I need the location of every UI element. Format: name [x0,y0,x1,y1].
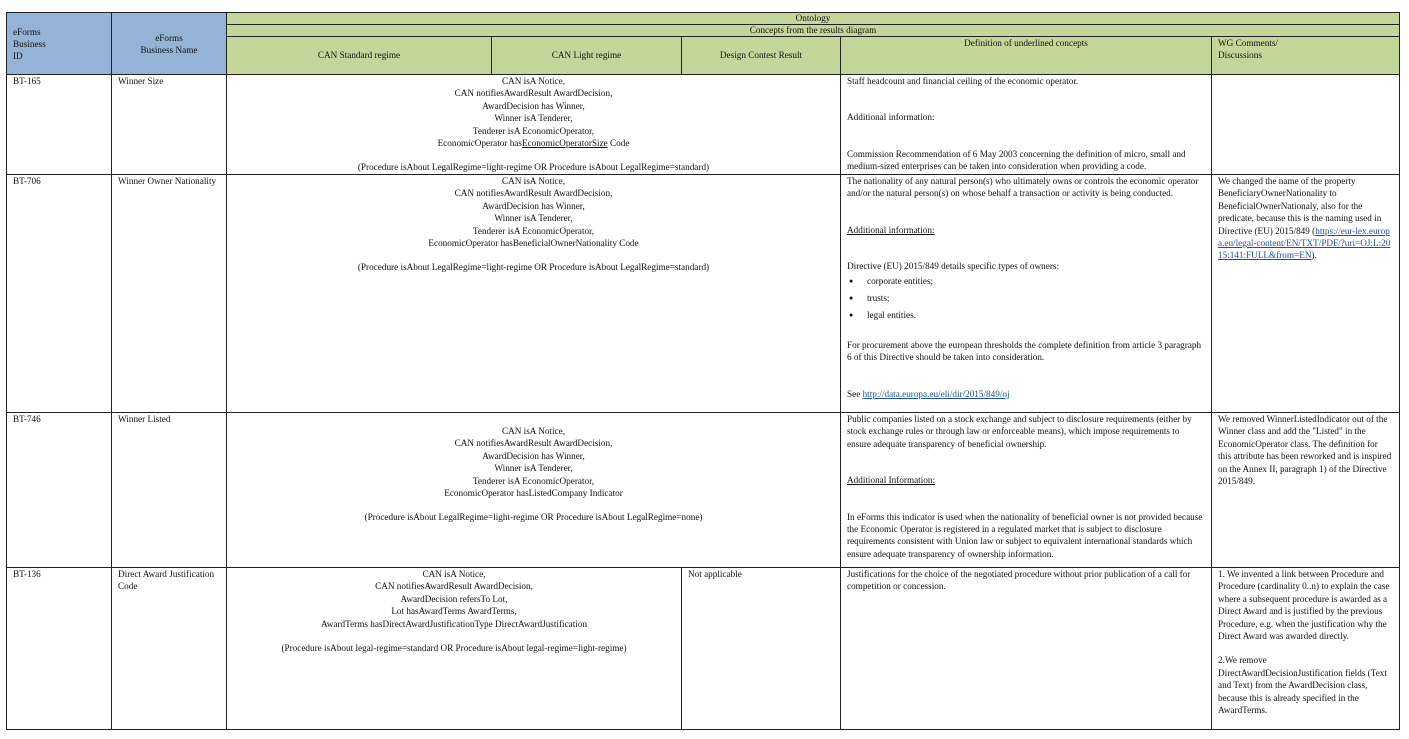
concept-line: CAN isA Notice, [501,176,566,186]
concept-line: AwardDecision has Winner, [482,200,585,211]
concept-suffix: Code [607,138,630,149]
concepts-cell [227,568,682,730]
comment-cell: We removed WinnerListedIndicator out of the Winner class and add the "Listed" in the EconomicOperator class. The definition for this attribute has been reworked and is inspired on the Annex II, paragraph 1) of the Directive 2015/849. [1212,413,1400,568]
additional-info-text: In eForms this indicator is used when the nationality of beneficial owner is not provided because the Economic Operator is registered in a regulated market that is subject to disclosure requirements consistent with Union law or subject to equivalent international standards which ensure adequate transparency of ownership information. [847,511,1203,559]
procedure-condition: (Procedure isAbout LegalRegime=light-regime OR Procedure isAbout LegalRegime=standard) [357,262,710,273]
business-id-cell: BT-165 [7,75,112,175]
concepts-cell [227,75,841,175]
procedure-condition: (Procedure isAbout LegalRegime=light-regime OR Procedure isAbout LegalRegime=none) [364,512,703,523]
concept-line: Tenderer isA EconomicOperator, [472,225,595,236]
concept-line [233,137,834,149]
business-name-cell: Winner Size [112,75,227,175]
definition-text: Public companies listed on a stock exchange and subject to disclosure requirements (either by stock exchange rules or through law or enforceable means), which impose requirements to ensure adequate transparency of beneficial ownership. [847,414,1192,449]
concept-line: CAN notifiesAwardResult AwardDecision, [454,88,613,99]
comment-text: We changed the name of the property BeneficiaryOwnerNationality to BeneficialOwnerNationaly, also for the predicate, because this is the naming used in Directive (EU) 2015/849 ( [1218,176,1382,236]
header-can-light: CAN Light regime [492,37,682,75]
header-wg-comments [1212,37,1400,75]
list-item: ● legal entities. [867,309,1205,321]
table-row [7,175,1400,413]
concepts-cell [227,175,841,413]
concept-line: CAN notifiesAwardResult AwardDecision, [454,188,613,199]
directive-link[interactable]: http://data.europa.eu/eli/dir/2015/849/oj [862,388,1010,399]
concepts-cell [227,413,841,568]
comment-cell [1212,568,1400,730]
table-row [7,75,1400,175]
see-also [847,388,1205,400]
owner-types-list [847,275,1205,322]
business-id-cell: BT-136 [7,568,112,730]
definition-text: The nationality of any natural person(s) who ultimately owns or controls the economic operator and/or the natural person(s) on whose behalf a transaction or activity is being conducted. [847,176,1199,199]
business-id-cell: BT-746 [7,413,112,568]
concept-line: CAN isA Notice, [501,76,566,86]
additional-info-text: Commission Recommendation of 6 May 2003 concerning the definition of micro, small and medium-sized enterprises can be taken into consideration when providing a code. [847,148,1186,172]
procedure-condition: (Procedure isAbout LegalRegime=light-regime OR Procedure isAbout LegalRegime=standard) [357,162,710,173]
definition-cell [841,75,1212,175]
concept-line: Winner isA Tenderer, [494,463,573,474]
ontology-table [6,12,1400,730]
comment-cell [1212,75,1400,175]
header-business-name-label: eForms Business Name [140,32,198,55]
definition-cell [841,175,1212,413]
business-name-cell: Direct Award Justification Code [112,568,227,730]
concept-prefix: EconomicOperator has [437,138,523,149]
definition-cell [841,413,1212,568]
see-prefix: See [847,388,863,399]
concept-line: Lot hasAwardTerms AwardTerms, [391,606,517,617]
concept-line: AwardDecision has Winner, [482,450,585,461]
extra-text: For procurement above the european thresholds the complete definition from article 3 paragraph 6 of this Directive should be taken into consideration. [847,339,1202,363]
list-item: ● trusts; [867,292,1205,304]
concept-line: CAN isA Notice, [422,569,486,579]
concept-line: Tenderer isA EconomicOperator, [472,125,595,136]
header-can-standard: CAN Standard regime [227,37,492,75]
additional-info-label: Additional Information: [847,475,936,486]
design-contest-cell: Not applicable [682,568,841,730]
business-name-cell: Winner Owner Nationality [112,175,227,413]
table-row [7,568,1400,730]
additional-info-text: Directive (EU) 2015/849 details specific types of owners: [847,261,1060,272]
comment-end: ). [1311,250,1317,261]
header-concepts: Concepts from the results diagram [227,25,1400,37]
table-row [7,413,1400,568]
concept-line: Tenderer isA EconomicOperator, [472,475,595,486]
concept-underlined: EconomicOperatorSize [522,138,608,149]
procedure-condition: (Procedure isAbout legal-regime=standard OR Procedure isAbout legal-regime=light-regime) [281,643,627,654]
concept-line: CAN notifiesAwardResult AwardDecision, [454,438,613,449]
header-business-id-label: eForms Business ID [13,26,46,61]
comment-cell [1212,175,1400,413]
header-design-contest: Design Contest Result [682,37,841,75]
header-ontology: Ontology [227,13,1400,25]
additional-info-label: Additional information: [847,112,935,123]
header-definition: Definition of underlined concepts [841,37,1212,75]
comment-text: 1. We invented a link between Procedure and Procedure (cardinality 0..n) to explain the case where a subsequent procedure is awarded as a Direct Award and is justified by the previous Procedure, e.g. when the justification why the Direct Award was awarded directly. [1218,569,1390,642]
header-business-name [112,13,227,75]
concept-line: EconomicOperator hasBeneficialOwnerNationality Code [428,238,639,249]
definition-text: Staff headcount and financial ceiling of the economic operator. [847,76,1079,86]
concept-line: Winner isA Tenderer, [494,113,573,124]
concept-line: AwardDecision has Winner, [482,100,585,111]
additional-info-label: Additional information: [847,224,935,235]
business-name-cell: Winner Listed [112,413,227,568]
header-wg-comments-label: WG Comments/ Discussions [1218,38,1278,61]
concept-line: CAN notifiesAwardResult AwardDecision, [375,581,533,592]
header-business-id [7,13,112,75]
concept-line: CAN isA Notice, [501,426,566,436]
concept-line: EconomicOperator hasListedCompany Indicator [444,488,623,499]
concept-line: AwardDecision refersTo Lot, [400,593,508,604]
comment-text: 2.We remove DirectAwardDecisionJustification fields (Text and Text) from the AwardDecision class, because this is already specified in the AwardTerms. [1218,655,1387,716]
list-item: ● corporate entities; [867,275,1205,287]
business-id-cell: BT-706 [7,175,112,413]
eur-lex-link[interactable]: https://eur-lex.europa.eu/legal-content/EN/TXT/PDF/?uri=OJ:L:2015:141:FULL&from=EN [1218,225,1391,261]
concept-line: Winner isA Tenderer, [494,213,573,224]
concept-line: AwardTerms hasDirectAwardJustificationType DirectAwardJustification [320,618,588,629]
definition-cell: Justifications for the choice of the negotiated procedure without prior publication of a call for competition or concession. [841,568,1212,730]
